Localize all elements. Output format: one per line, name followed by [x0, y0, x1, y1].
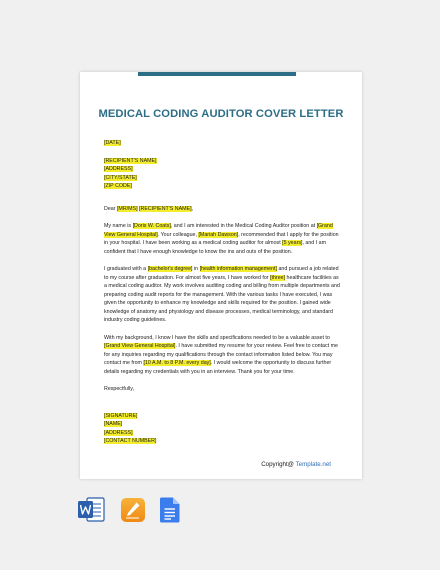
- p2-text-e: and pursued a job related to my course after graduation. For almost five years, I have worked for: [104, 266, 339, 281]
- paragraph-1: [104, 222, 340, 256]
- pages-icon[interactable]: [120, 497, 146, 528]
- letter-body: [104, 139, 340, 446]
- p1-text-c: , and I am interested in the Medical Coding Auditor position at: [170, 223, 317, 229]
- recipient-city-line: [104, 174, 340, 183]
- signature-line: [104, 412, 340, 421]
- salutation-prefix: Dear: [104, 205, 117, 212]
- p1-text-a: My name is: [104, 223, 133, 229]
- recipient-zip-line: [104, 182, 340, 191]
- signature-contact-line: [104, 437, 340, 446]
- p3-hours: [10 A.M. to 8 P.M. every day]: [143, 360, 211, 366]
- signature-address-line: [104, 429, 340, 438]
- salutation-name: [RECIPIENT'S NAME]: [139, 205, 192, 212]
- paragraph-2: [104, 265, 340, 325]
- p1-colleague: [Mariah Dawson]: [198, 231, 239, 238]
- recipient-name: [RECIPIENT'S NAME]: [104, 157, 157, 164]
- recipient-name-line: [104, 157, 340, 166]
- p3-text-a: With my background, I know I have the skills and specifications needed to be a valuable asset to: [104, 334, 330, 341]
- p2-field: [health information management]: [199, 266, 278, 272]
- recipient-address-line: [104, 165, 340, 174]
- p3-text-e: . I would welcome the opportunity to discuss further details regarding my credentials with you in an interview. Thank you for your time.: [104, 360, 332, 375]
- signature-contact: [CONTACT NUMBER]: [104, 438, 157, 444]
- google-docs-icon[interactable]: [160, 497, 180, 528]
- copyright-footer: [261, 461, 331, 468]
- signature-name: [NAME]: [104, 421, 123, 427]
- p1-years: [5 years]: [282, 240, 303, 246]
- recipient-city: [CITY/STATE]: [104, 174, 137, 181]
- word-icon[interactable]: [78, 497, 105, 528]
- p3-text-c: . I have submitted my resume for your review. Feel free to contact me for any inquiries regarding my qualifications through the contact information listed below. You may contact me from: [104, 343, 338, 366]
- p2-degree: [bachelor's degree]: [147, 266, 193, 272]
- p1-sender-name: [Doris W. Coats]: [132, 223, 171, 229]
- paragraph-3: [104, 334, 340, 377]
- p1-text-e: . Your colleague,: [157, 231, 199, 238]
- copyright-symbol: @: [287, 461, 294, 468]
- p2-text-c: in: [192, 266, 200, 272]
- salutation-title: [MR/MS]: [116, 205, 138, 212]
- letter-page: [80, 72, 362, 479]
- copyright-text: Copyright: [261, 461, 288, 468]
- closing: Respectfully,: [104, 386, 134, 392]
- signature-name-line: [104, 420, 340, 429]
- salutation: [104, 205, 340, 214]
- signature-address: [ADDRESS]: [104, 429, 133, 436]
- p1-text-i: , and I am confident that I have enough knowledge to know the ins and outs of the position.: [104, 240, 327, 255]
- p1-text-g: , recommended that I apply for the position in your hospital. I have been working as a medical coding auditor for almost: [104, 231, 339, 246]
- p2-text-g: healthcare facilities as a medical coding auditor. My work involves auditing coding and billing from multiple departments and preparing coding audit reports for the management. With the various tasks I have executed, I was given the opportunity to enhance my knowledge and skills required for the position. I gained wide knowledge of anatomy and physiology and disease processes, medical terminology, and standard industry coding guidelines.: [104, 274, 340, 323]
- recipient-address: [ADDRESS]: [104, 166, 133, 172]
- recipient-zip: [ZIP CODE]: [104, 183, 132, 189]
- salutation-suffix: ,: [191, 205, 194, 212]
- date-placeholder: [DATE]: [104, 140, 121, 146]
- p1-hospital: [Grand View General Hospital]: [104, 223, 333, 238]
- p2-count: [three]: [270, 274, 286, 281]
- template-brand-link[interactable]: Template.net: [293, 461, 331, 468]
- date-line: [104, 139, 340, 148]
- header-accent-bar: [138, 72, 296, 76]
- p2-text-a: I graduated with a: [104, 266, 148, 272]
- signature-placeholder: [SIGNATURE]: [104, 412, 138, 419]
- p3-hospital: [Grand View General Hospital]: [104, 343, 176, 349]
- page-title: MEDICAL CODING AUDITOR COVER LETTER: [98, 108, 344, 120]
